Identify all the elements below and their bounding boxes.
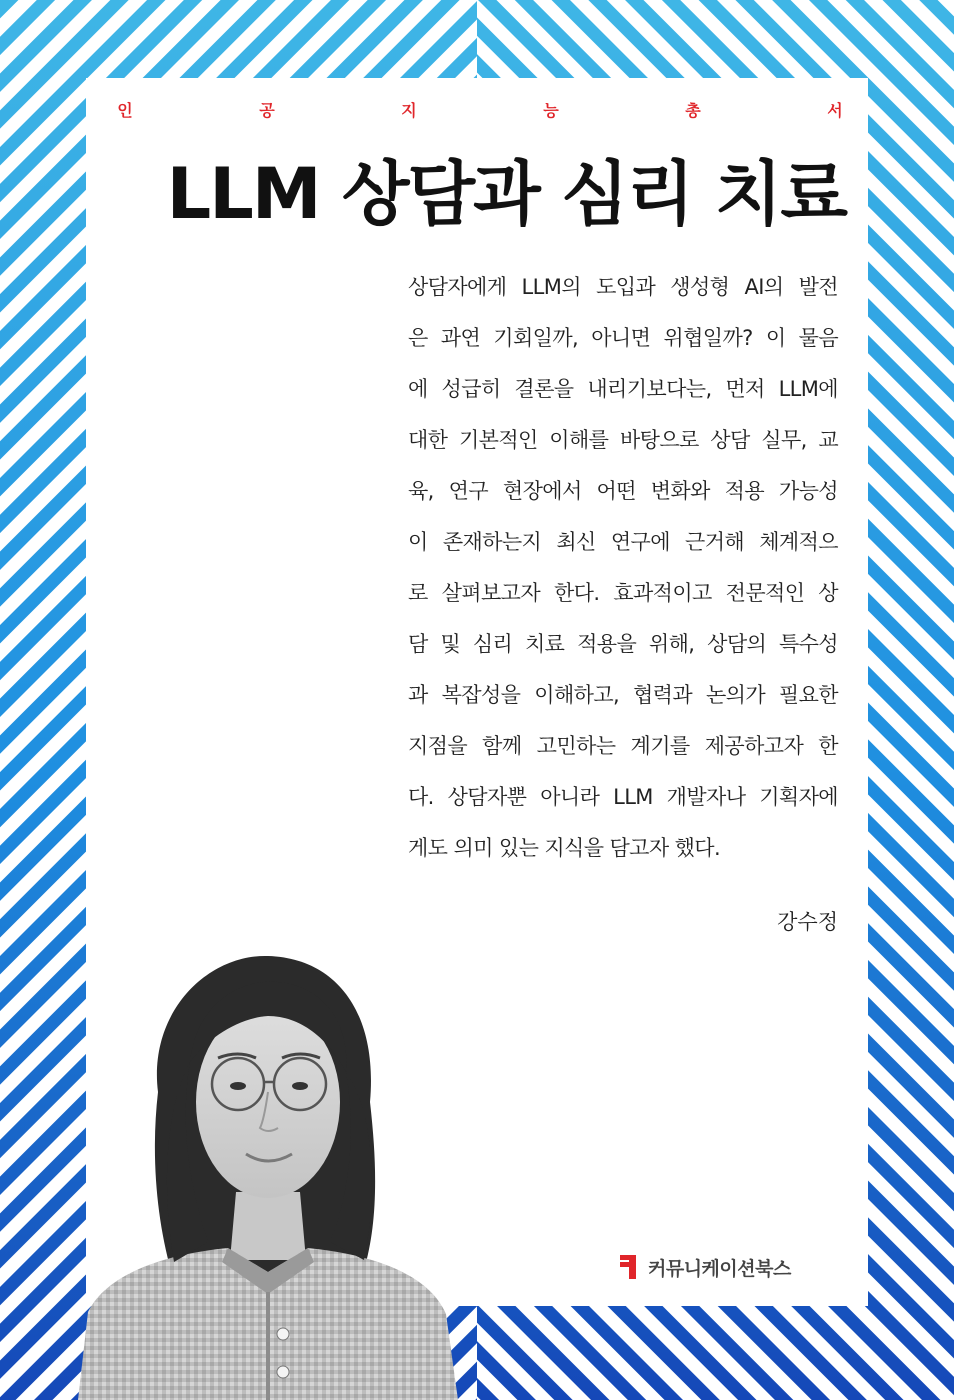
series-char: 총 — [685, 101, 701, 120]
book-title: LLM 상담과 심리 치료 — [166, 153, 846, 235]
description-line: 게도 의미 있는 지식을 담고자 했다. — [408, 836, 721, 860]
series-char: 공 — [259, 101, 275, 120]
description-line: 육, 연구 현장에서 어떤 변화와 적용 가능성 — [408, 479, 838, 503]
publisher-mark-icon — [618, 1253, 640, 1281]
description-line: 지점을 함께 고민하는 계기를 제공하고자 한 — [408, 734, 838, 758]
publisher — [618, 1250, 848, 1284]
description-line: 담 및 심리 치료 적용을 위해, 상담의 특수성 — [408, 632, 838, 656]
series-char: 지 — [401, 101, 417, 120]
series-label — [86, 98, 868, 128]
description-line: 은 과연 기회일까, 아니면 위협일까? 이 물음 — [408, 326, 838, 350]
author-name: 강수정 — [777, 910, 838, 934]
publisher-name: 커뮤니케이션북스 — [648, 1257, 791, 1280]
series-char: 서 — [827, 101, 843, 120]
description-line: 이 존재하는지 최신 연구에 근거해 체계적으 — [408, 530, 838, 554]
description-line: 상담자에게 LLM의 도입과 생성형 AI의 발전 — [408, 275, 838, 299]
description-line: 대한 기본적인 이해를 바탕으로 상담 실무, 교 — [408, 428, 838, 452]
author-portrait — [78, 942, 458, 1400]
book-description — [408, 262, 838, 874]
description-line: 에 성급히 결론을 내리기보다는, 먼저 LLM에 — [408, 377, 838, 401]
series-char: 능 — [543, 101, 559, 120]
description-line: 과 복잡성을 이해하고, 협력과 논의가 필요한 — [408, 683, 838, 707]
description-line: 로 살펴보고자 한다. 효과적이고 전문적인 상 — [408, 581, 838, 605]
series-char: 인 — [117, 101, 133, 120]
description-line: 다. 상담자뿐 아니라 LLM 개발자나 기획자에 — [408, 785, 838, 809]
